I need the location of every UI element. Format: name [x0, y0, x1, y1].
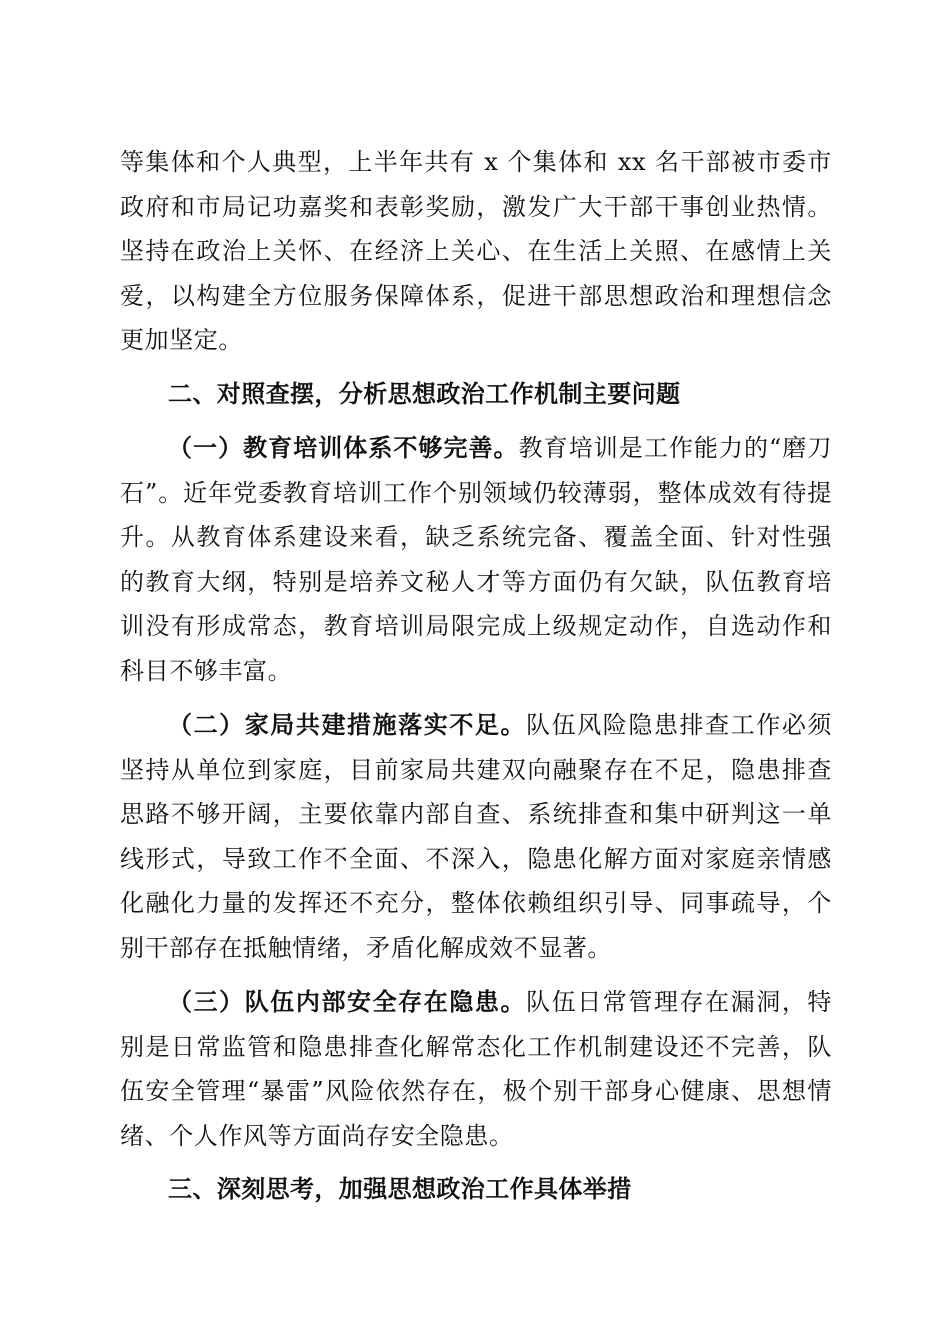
paragraph-education-training-text: 教育培训是工作能力的“磨刀石”。近年党委教育培训工作个别领域仍较薄弱，整体成效有待提升。从教育体系建设来看，缺乏系统完备、覆盖全面、针对性强的教育大纲，特别是培养文秘人才等方面仍有欠缺，队伍教育培训没有形成常态，教育培训局限完成上级规定动作，自选动作和科目不够丰富。: [120, 434, 832, 685]
document-body: [120, 140, 832, 1212]
paragraph-internal-security-text: 队伍日常管理存在漏洞，特别是日常监管和隐患排查化解常态化工作机制建设还不完善，队伍安全管理“暴雷”风险依然存在，极个别干部身心健康、思想情绪、个人作风等方面尚存安全隐患。: [120, 988, 832, 1150]
paragraph-typical-awards: 等集体和个人典型，上半年共有 x 个集体和 xx 名干部被市委市政府和市局记功嘉奖和表彰奖励，激发广大干部干事创业热情。坚持在政治上关怀、在经济上关心、在生活上关照、在感情上关爱，以构建全方位服务保障体系，促进干部思想政治和理想信念更加坚定。: [120, 148, 832, 354]
section-heading-two: 二、对照查摆，分析思想政治工作机制主要问题: [168, 379, 681, 408]
section-heading-three: 三、深刻思考，加强思想政治工作具体举措: [168, 1175, 632, 1203]
subheading-education-training: （一）教育培训体系不够完善。: [168, 433, 519, 462]
subheading-family-cooperation: （二）家局共建措施落实不足。: [168, 710, 527, 739]
subheading-internal-security: （三）队伍内部安全存在隐患。: [168, 987, 527, 1016]
paragraph-family-cooperation: [120, 703, 832, 970]
paragraph-internal-security: [120, 980, 832, 1158]
paragraph-family-cooperation-text: 队伍风险隐患排查工作必须坚持从单位到家庭，目前家局共建双向融聚存在不足，隐患排查思路不够开阔，主要依靠内部自查、系统排查和集中研判这一单线形式，导致工作不全面、不深入，隐患化解方面对家庭亲情感化融化力量的发挥还不充分，整体依赖组织引导、同事疏导，个别干部存在抵触情绪，矛盾化解成效不显著。: [120, 711, 832, 962]
paragraph-education-training: [120, 426, 832, 693]
